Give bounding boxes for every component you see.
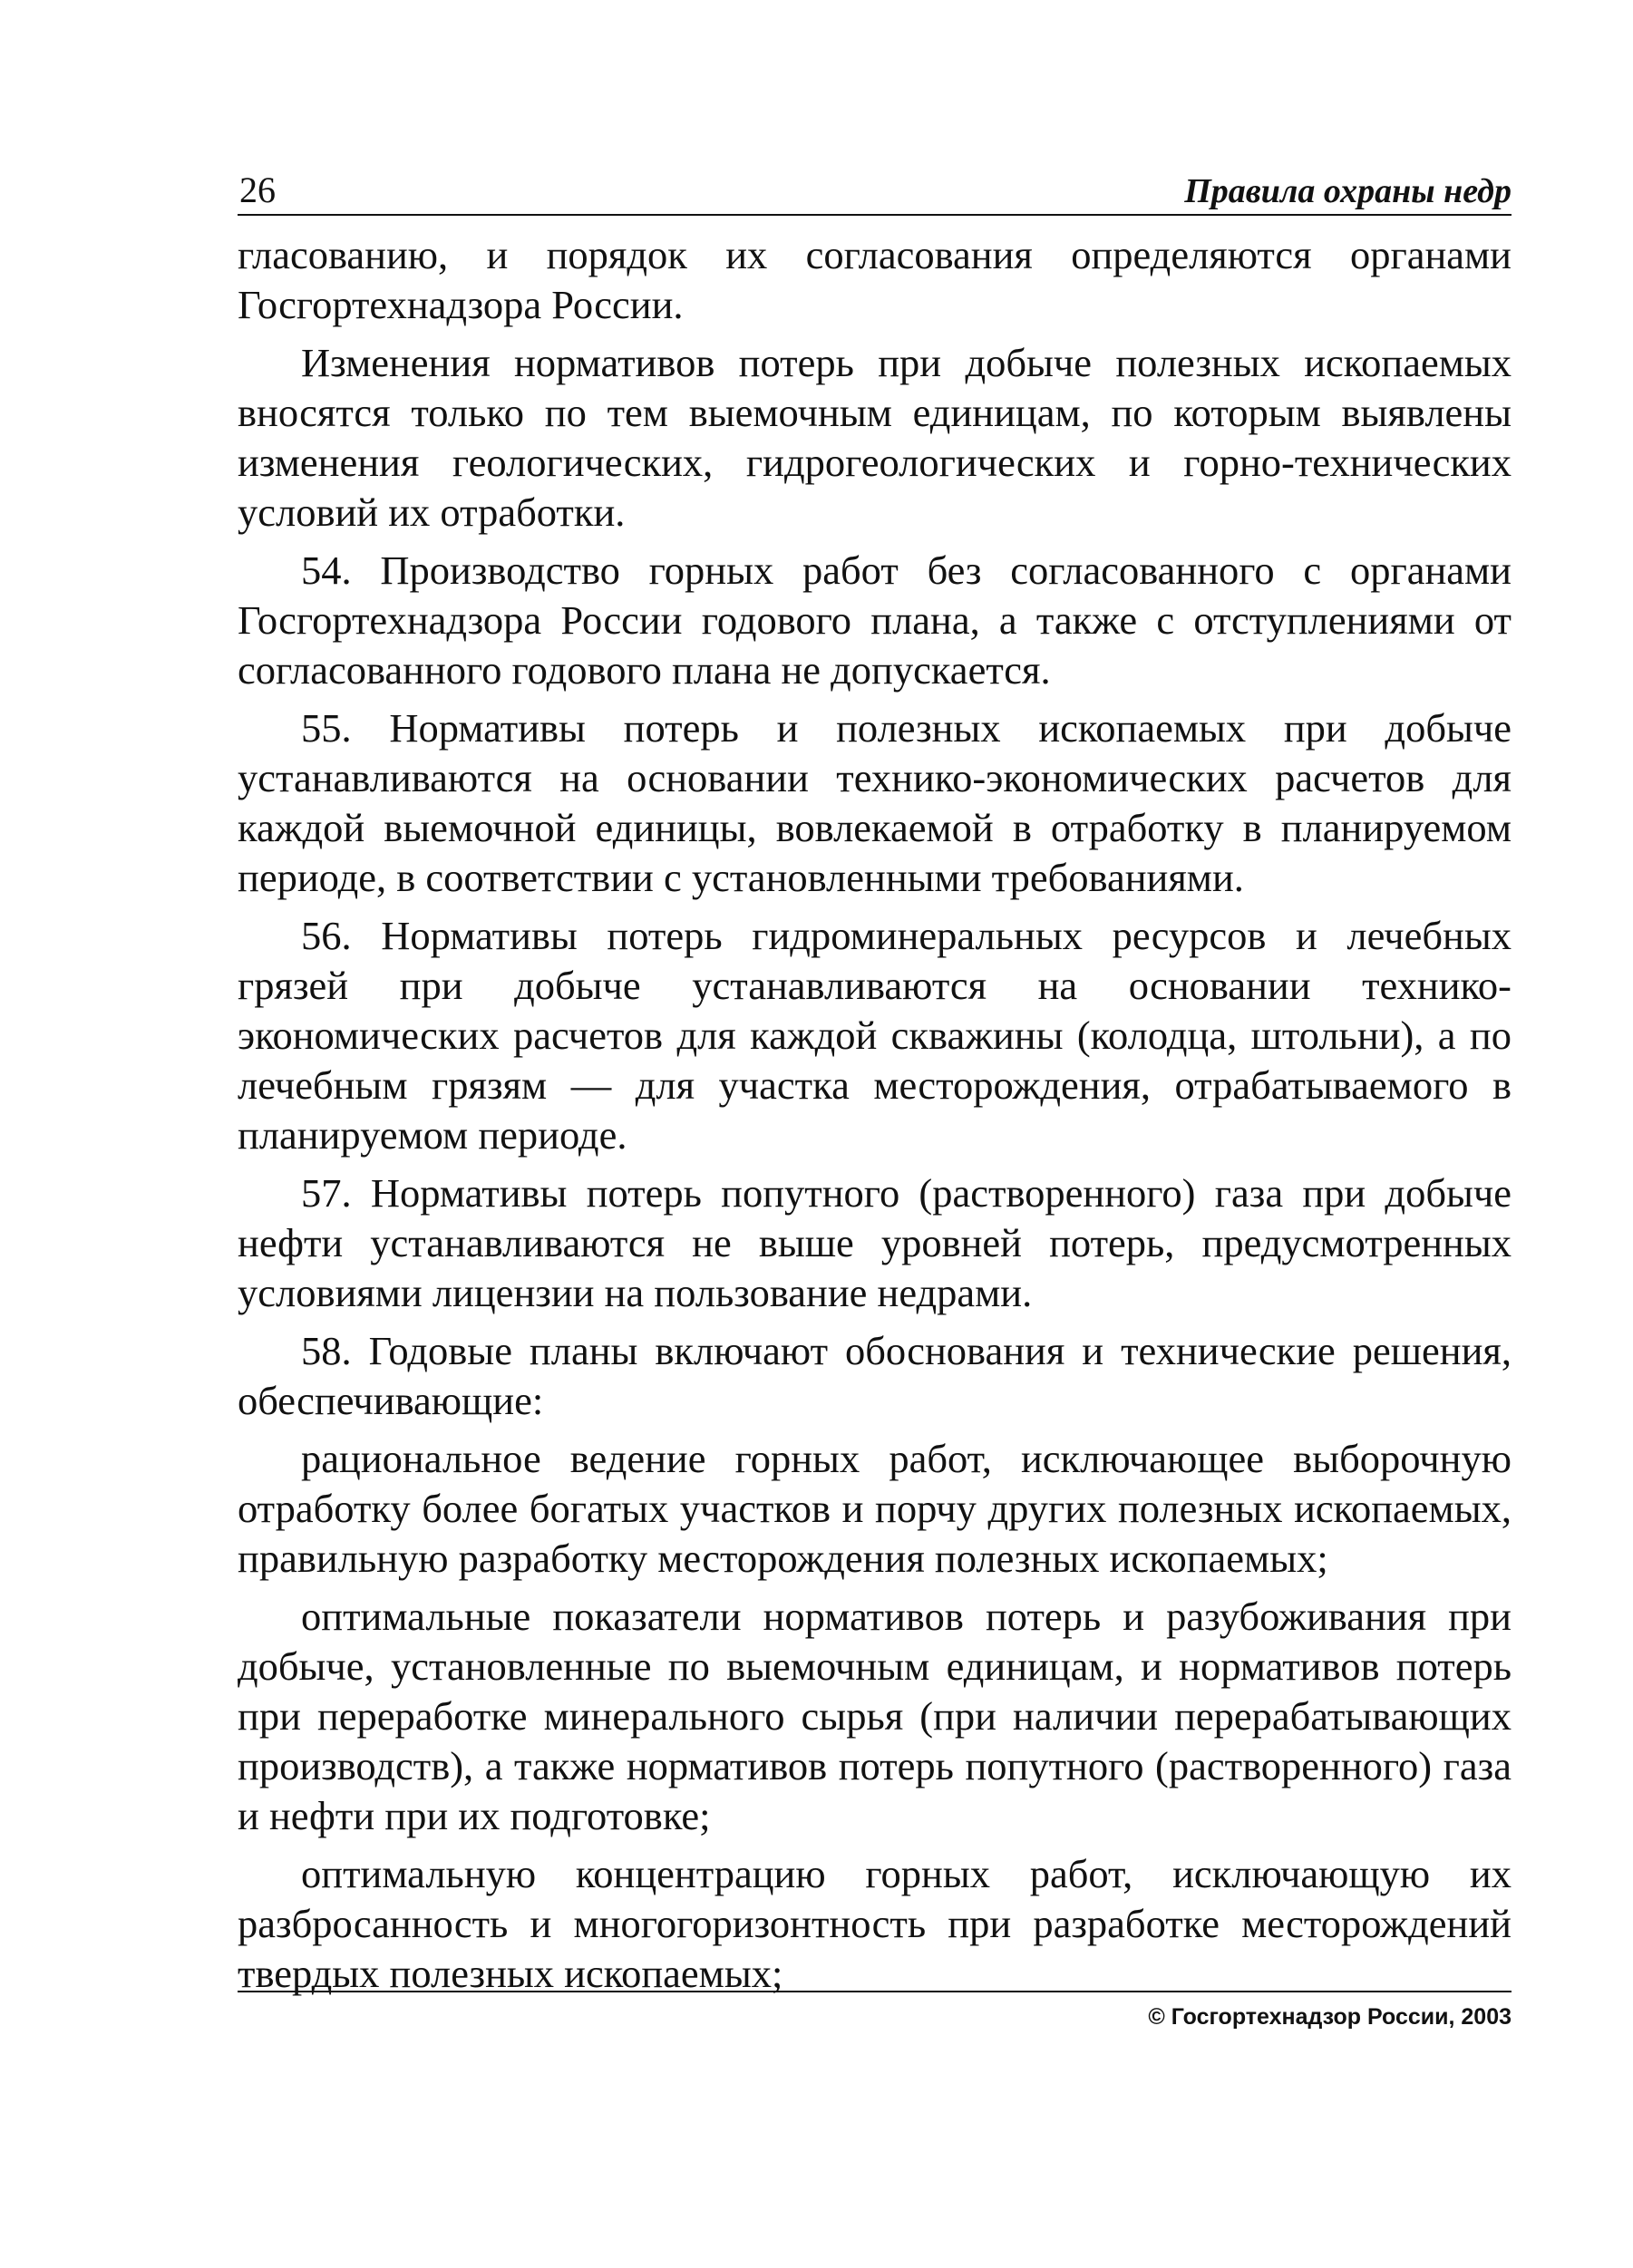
paragraph-58: 58. Годовые планы включают обоснования и технические решения, обеспечивающие: <box>238 1328 1511 1423</box>
paragraph-continuation: гласованию, и порядок их согласования определяются органами Госгортехнадзора России. <box>238 232 1511 327</box>
paragraph-56: 56. Нормативы потерь гидроминеральных ресурсов и лечебных грязей при добыче устанавливаются на основании технико-экономических расчетов для каждой скважины (колодца, штольни), а по лечебным грязям — для участка месторождения, отрабатываемого в планируемом периоде. <box>238 913 1511 1158</box>
copyright-notice: © Госгортехнадзор России, 2003 <box>1148 2004 1511 2030</box>
page-number: 26 <box>239 170 276 210</box>
paragraph-norm-changes: Изменения нормативов потерь при добыче полезных ископаемых вносятся только по тем выемочным единицам, по которым выявлены изменения геологических, гидрогеологических и горно-технических условий их отработки. <box>238 340 1511 535</box>
list-item-rational-mining: рациональное ведение горных работ, исключающее выборочную отработку более богатых участков и порчу других полезных ископаемых, правильную разработку месторождения полезных ископаемых; <box>238 1436 1511 1581</box>
body-text <box>238 230 1511 2007</box>
paragraph-55: 55. Нормативы потерь и полезных ископаемых при добыче устанавливаются на основании технико-экономических расчетов для каждой выемочной единицы, вовлекаемой в отработку в планируемом периоде, в соответствии с установленными требованиями. <box>238 705 1511 900</box>
running-title: Правила охраны недр <box>1184 172 1511 210</box>
paragraph-57: 57. Нормативы потерь попутного (растворенного) газа при добыче нефти устанавливаются не выше уровней потерь, предусмотренных условиями лицензии на пользование недрами. <box>238 1170 1511 1315</box>
list-item-optimal-loss-norms: оптимальные показатели нормативов потерь и разубоживания при добыче, установленные по выемочным единицам, и нормативов потерь при переработке минерального сырья (при наличии перерабатывающих производств), а также нормативов потерь попутного (растворенного) газа и нефти при их подготовке; <box>238 1594 1511 1838</box>
footer-rule <box>238 1991 1511 1992</box>
list-item-optimal-concentration: оптимальную концентрацию горных работ, исключающую их разбросанность и многогоризонтность при разработке месторождений твердых полезных ископаемых; <box>238 1851 1511 1996</box>
page-header <box>238 163 1511 216</box>
paragraph-54: 54. Производство горных работ без согласованного с органами Госгортехнадзора России годового плана, а также с отступлениями от согласованного годового плана не допускается. <box>238 548 1511 693</box>
